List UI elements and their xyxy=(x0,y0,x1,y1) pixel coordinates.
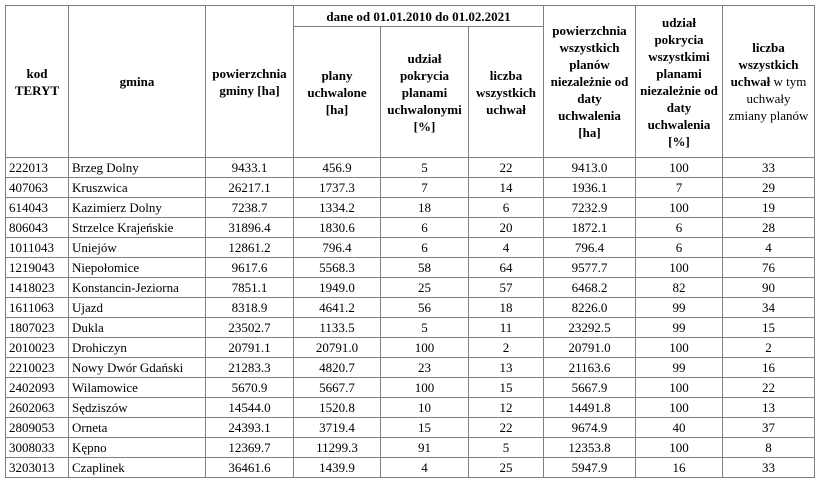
header-liczba-uchwal-total-label: liczba wszystkich uchwał xyxy=(730,40,799,89)
cell-liczba-uchwal: 14 xyxy=(469,178,544,198)
cell-kod-teryt: 2010023 xyxy=(6,338,69,358)
cell-udzial-uchwalone: 7 xyxy=(381,178,469,198)
cell-powierzchnia-gminy: 31896.4 xyxy=(206,218,294,238)
cell-liczba-uchwal: 22 xyxy=(469,418,544,438)
cell-powierzchnia-gminy: 9617.6 xyxy=(206,258,294,278)
cell-powierzchnia-gminy: 20791.1 xyxy=(206,338,294,358)
cell-powierzchnia-wszystkich: 14491.8 xyxy=(544,398,636,418)
table-row xyxy=(6,218,815,238)
cell-udzial-wszystkie: 82 xyxy=(636,278,723,298)
cell-liczba-uchwal: 11 xyxy=(469,318,544,338)
cell-powierzchnia-gminy: 21283.3 xyxy=(206,358,294,378)
cell-liczba-wszystkich-uchwal: 22 xyxy=(723,378,815,398)
cell-gmina: Dukla xyxy=(69,318,206,338)
cell-udzial-wszystkie: 100 xyxy=(636,198,723,218)
cell-powierzchnia-gminy: 5670.9 xyxy=(206,378,294,398)
cell-liczba-wszystkich-uchwal: 2 xyxy=(723,338,815,358)
cell-kod-teryt: 2809053 xyxy=(6,418,69,438)
cell-udzial-wszystkie: 16 xyxy=(636,458,723,478)
cell-powierzchnia-wszystkich: 5947.9 xyxy=(544,458,636,478)
cell-liczba-uchwal: 4 xyxy=(469,238,544,258)
table-row xyxy=(6,258,815,278)
table-row xyxy=(6,298,815,318)
table-row xyxy=(6,278,815,298)
table-row xyxy=(6,158,815,178)
cell-kod-teryt: 614043 xyxy=(6,198,69,218)
cell-gmina: Czaplinek xyxy=(69,458,206,478)
cell-udzial-uchwalone: 10 xyxy=(381,398,469,418)
table-row xyxy=(6,438,815,458)
cell-gmina: Brzeg Dolny xyxy=(69,158,206,178)
cell-powierzchnia-wszystkich: 9674.9 xyxy=(544,418,636,438)
cell-liczba-wszystkich-uchwal: 34 xyxy=(723,298,815,318)
cell-udzial-uchwalone: 100 xyxy=(381,378,469,398)
cell-gmina: Nowy Dwór Gdański xyxy=(69,358,206,378)
cell-liczba-wszystkich-uchwal: 33 xyxy=(723,458,815,478)
cell-powierzchnia-gminy: 12369.7 xyxy=(206,438,294,458)
cell-liczba-wszystkich-uchwal: 90 xyxy=(723,278,815,298)
cell-powierzchnia-wszystkich: 1872.1 xyxy=(544,218,636,238)
cell-udzial-wszystkie: 99 xyxy=(636,358,723,378)
header-powierzchnia-gminy: powierzchnia gminy [ha] xyxy=(206,6,294,158)
cell-udzial-uchwalone: 18 xyxy=(381,198,469,218)
cell-liczba-uchwal: 13 xyxy=(469,358,544,378)
cell-kod-teryt: 1807023 xyxy=(6,318,69,338)
cell-plany-uchwalone: 4820.7 xyxy=(294,358,381,378)
cell-liczba-wszystkich-uchwal: 37 xyxy=(723,418,815,438)
cell-plany-uchwalone: 5667.7 xyxy=(294,378,381,398)
cell-kod-teryt: 2210023 xyxy=(6,358,69,378)
cell-udzial-uchwalone: 5 xyxy=(381,318,469,338)
cell-liczba-uchwal: 25 xyxy=(469,458,544,478)
cell-powierzchnia-gminy: 7238.7 xyxy=(206,198,294,218)
cell-kod-teryt: 407063 xyxy=(6,178,69,198)
header-udzial-pokrycia-wszystkimi: udział pokrycia wszystkimi planami niezależnie od daty uchwalenia [%] xyxy=(636,6,723,158)
header-date-range: dane od 01.01.2010 do 01.02.2021 xyxy=(294,6,544,27)
header-powierzchnia-wszystkich-planow: powierzchnia wszystkich planów niezależnie od daty uchwalenia [ha] xyxy=(544,6,636,158)
cell-gmina: Uniejów xyxy=(69,238,206,258)
cell-udzial-uchwalone: 15 xyxy=(381,418,469,438)
cell-kod-teryt: 806043 xyxy=(6,218,69,238)
cell-udzial-uchwalone: 91 xyxy=(381,438,469,458)
cell-plany-uchwalone: 11299.3 xyxy=(294,438,381,458)
cell-udzial-uchwalone: 23 xyxy=(381,358,469,378)
cell-kod-teryt: 2402093 xyxy=(6,378,69,398)
cell-powierzchnia-gminy: 8318.9 xyxy=(206,298,294,318)
cell-udzial-uchwalone: 4 xyxy=(381,458,469,478)
cell-plany-uchwalone: 456.9 xyxy=(294,158,381,178)
cell-liczba-uchwal: 22 xyxy=(469,158,544,178)
cell-plany-uchwalone: 5568.3 xyxy=(294,258,381,278)
cell-liczba-wszystkich-uchwal: 33 xyxy=(723,158,815,178)
cell-gmina: Kazimierz Dolny xyxy=(69,198,206,218)
cell-udzial-wszystkie: 6 xyxy=(636,218,723,238)
header-udzial-pokrycia-uchwalonymi: udział pokrycia planami uchwalonymi [%] xyxy=(381,27,469,158)
cell-liczba-wszystkich-uchwal: 13 xyxy=(723,398,815,418)
table-row xyxy=(6,198,815,218)
header-kod-teryt: kod TERYT xyxy=(6,6,69,158)
cell-plany-uchwalone: 1439.9 xyxy=(294,458,381,478)
cell-kod-teryt: 3203013 xyxy=(6,458,69,478)
cell-liczba-uchwal: 57 xyxy=(469,278,544,298)
cell-plany-uchwalone: 1830.6 xyxy=(294,218,381,238)
cell-powierzchnia-wszystkich: 796.4 xyxy=(544,238,636,258)
cell-powierzchnia-gminy: 23502.7 xyxy=(206,318,294,338)
cell-plany-uchwalone: 20791.0 xyxy=(294,338,381,358)
planning-data-table xyxy=(5,5,815,478)
cell-plany-uchwalone: 1133.5 xyxy=(294,318,381,338)
cell-udzial-wszystkie: 99 xyxy=(636,298,723,318)
cell-plany-uchwalone: 1520.8 xyxy=(294,398,381,418)
cell-liczba-uchwal: 6 xyxy=(469,198,544,218)
cell-powierzchnia-gminy: 7851.1 xyxy=(206,278,294,298)
table-row xyxy=(6,418,815,438)
cell-gmina: Kępno xyxy=(69,438,206,458)
table-row xyxy=(6,178,815,198)
cell-udzial-uchwalone: 56 xyxy=(381,298,469,318)
cell-plany-uchwalone: 1949.0 xyxy=(294,278,381,298)
cell-liczba-uchwal: 5 xyxy=(469,438,544,458)
table-row xyxy=(6,378,815,398)
cell-gmina: Sędziszów xyxy=(69,398,206,418)
cell-kod-teryt: 3008033 xyxy=(6,438,69,458)
cell-udzial-uchwalone: 58 xyxy=(381,258,469,278)
cell-liczba-wszystkich-uchwal: 4 xyxy=(723,238,815,258)
cell-plany-uchwalone: 4641.2 xyxy=(294,298,381,318)
header-liczba-uchwal-total xyxy=(723,6,815,158)
cell-powierzchnia-wszystkich: 5667.9 xyxy=(544,378,636,398)
cell-powierzchnia-wszystkich: 9577.7 xyxy=(544,258,636,278)
cell-liczba-uchwal: 15 xyxy=(469,378,544,398)
header-liczba-uchwal: liczba wszystkich uchwał xyxy=(469,27,544,158)
cell-powierzchnia-wszystkich: 6468.2 xyxy=(544,278,636,298)
cell-powierzchnia-wszystkich: 1936.1 xyxy=(544,178,636,198)
cell-powierzchnia-wszystkich: 12353.8 xyxy=(544,438,636,458)
cell-udzial-wszystkie: 40 xyxy=(636,418,723,438)
table-row xyxy=(6,238,815,258)
cell-kod-teryt: 222013 xyxy=(6,158,69,178)
table-row xyxy=(6,338,815,358)
cell-udzial-wszystkie: 100 xyxy=(636,438,723,458)
cell-powierzchnia-gminy: 9433.1 xyxy=(206,158,294,178)
header-gmina: gmina xyxy=(69,6,206,158)
cell-powierzchnia-gminy: 12861.2 xyxy=(206,238,294,258)
cell-udzial-wszystkie: 100 xyxy=(636,258,723,278)
cell-powierzchnia-gminy: 26217.1 xyxy=(206,178,294,198)
cell-kod-teryt: 1219043 xyxy=(6,258,69,278)
cell-udzial-uchwalone: 5 xyxy=(381,158,469,178)
cell-plany-uchwalone: 3719.4 xyxy=(294,418,381,438)
cell-plany-uchwalone: 1737.3 xyxy=(294,178,381,198)
cell-gmina: Orneta xyxy=(69,418,206,438)
cell-liczba-wszystkich-uchwal: 76 xyxy=(723,258,815,278)
cell-liczba-uchwal: 12 xyxy=(469,398,544,418)
cell-liczba-uchwal: 20 xyxy=(469,218,544,238)
cell-liczba-uchwal: 2 xyxy=(469,338,544,358)
cell-gmina: Konstancin-Jeziorna xyxy=(69,278,206,298)
cell-udzial-wszystkie: 7 xyxy=(636,178,723,198)
cell-powierzchnia-gminy: 24393.1 xyxy=(206,418,294,438)
cell-udzial-wszystkie: 100 xyxy=(636,158,723,178)
cell-liczba-wszystkich-uchwal: 8 xyxy=(723,438,815,458)
table-body xyxy=(6,158,815,478)
cell-powierzchnia-wszystkich: 21163.6 xyxy=(544,358,636,378)
table-row xyxy=(6,318,815,338)
cell-liczba-wszystkich-uchwal: 28 xyxy=(723,218,815,238)
cell-kod-teryt: 1418023 xyxy=(6,278,69,298)
cell-gmina: Ujazd xyxy=(69,298,206,318)
table-row xyxy=(6,458,815,478)
cell-udzial-uchwalone: 25 xyxy=(381,278,469,298)
cell-liczba-wszystkich-uchwal: 29 xyxy=(723,178,815,198)
cell-gmina: Drohiczyn xyxy=(69,338,206,358)
cell-gmina: Strzelce Krajeńskie xyxy=(69,218,206,238)
cell-plany-uchwalone: 796.4 xyxy=(294,238,381,258)
cell-kod-teryt: 1011043 xyxy=(6,238,69,258)
cell-udzial-uchwalone: 6 xyxy=(381,218,469,238)
cell-gmina: Wilamowice xyxy=(69,378,206,398)
header-plany-uchwalone: plany uchwalone [ha] xyxy=(294,27,381,158)
cell-udzial-wszystkie: 100 xyxy=(636,378,723,398)
cell-plany-uchwalone: 1334.2 xyxy=(294,198,381,218)
cell-powierzchnia-wszystkich: 8226.0 xyxy=(544,298,636,318)
cell-udzial-wszystkie: 100 xyxy=(636,338,723,358)
cell-gmina: Niepołomice xyxy=(69,258,206,278)
cell-powierzchnia-gminy: 14544.0 xyxy=(206,398,294,418)
cell-powierzchnia-wszystkich: 9413.0 xyxy=(544,158,636,178)
cell-liczba-uchwal: 64 xyxy=(469,258,544,278)
cell-gmina: Kruszwica xyxy=(69,178,206,198)
cell-udzial-wszystkie: 99 xyxy=(636,318,723,338)
cell-powierzchnia-wszystkich: 7232.9 xyxy=(544,198,636,218)
cell-udzial-uchwalone: 6 xyxy=(381,238,469,258)
cell-liczba-wszystkich-uchwal: 16 xyxy=(723,358,815,378)
cell-kod-teryt: 2602063 xyxy=(6,398,69,418)
table-row xyxy=(6,358,815,378)
cell-kod-teryt: 1611063 xyxy=(6,298,69,318)
cell-udzial-uchwalone: 100 xyxy=(381,338,469,358)
table-row xyxy=(6,398,815,418)
cell-powierzchnia-gminy: 36461.6 xyxy=(206,458,294,478)
cell-powierzchnia-wszystkich: 23292.5 xyxy=(544,318,636,338)
cell-liczba-uchwal: 18 xyxy=(469,298,544,318)
cell-powierzchnia-wszystkich: 20791.0 xyxy=(544,338,636,358)
cell-liczba-wszystkich-uchwal: 15 xyxy=(723,318,815,338)
header-w-tym-zmiany-label: w tym uchwały zmiany planów xyxy=(728,74,809,123)
cell-udzial-wszystkie: 6 xyxy=(636,238,723,258)
cell-liczba-wszystkich-uchwal: 19 xyxy=(723,198,815,218)
cell-udzial-wszystkie: 100 xyxy=(636,398,723,418)
table-header xyxy=(6,6,815,158)
